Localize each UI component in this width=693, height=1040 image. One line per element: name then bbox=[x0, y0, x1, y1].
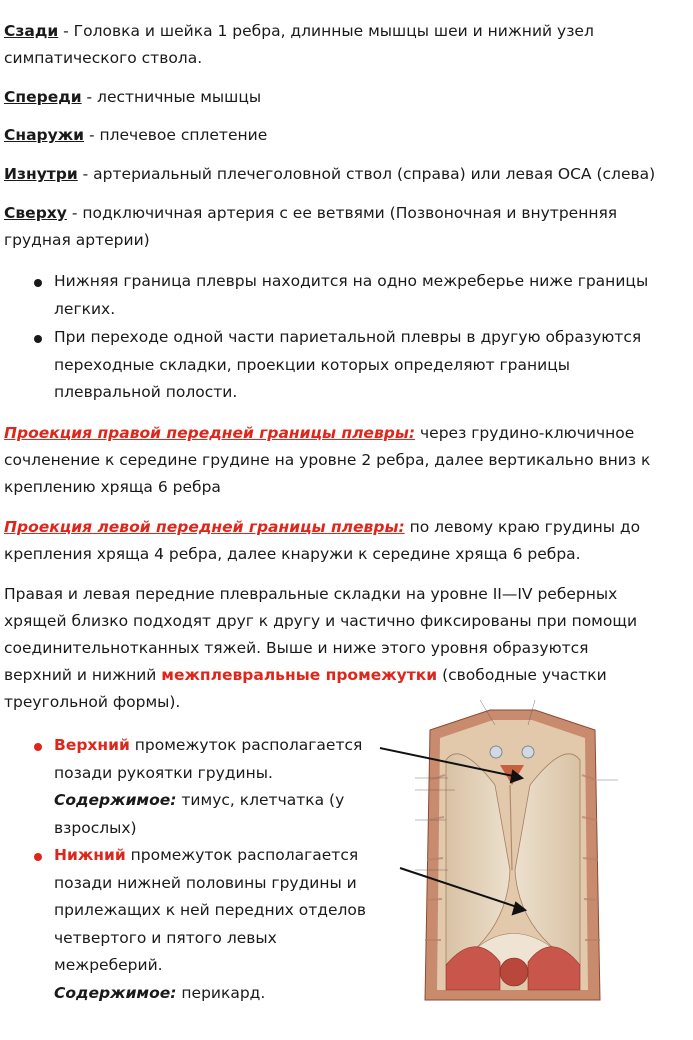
term-superior: Сверху bbox=[4, 204, 67, 222]
upper-content-label: Содержимое: bbox=[54, 791, 177, 809]
bullet-2-line-1: При переходе одной части париетальной плевры в другую образуются bbox=[54, 328, 642, 346]
upper-text-1: промежуток располагается bbox=[129, 736, 363, 754]
term-lateral: Снаружи bbox=[4, 126, 85, 144]
upper-text-2: позади рукоятки грудины. bbox=[54, 763, 273, 782]
posterior-border bbox=[4, 18, 594, 72]
lateral-text: - плечевое сплетение bbox=[84, 126, 268, 144]
term-posterior: Сзади bbox=[4, 22, 59, 40]
bullet-dot bbox=[34, 743, 42, 751]
interpleural-spaces-term: межплевральные промежутки bbox=[161, 666, 438, 684]
left-projection-text-1: по левому краю грудины до bbox=[404, 518, 641, 536]
superior-text-1: - подключичная артерия с ее ветвями (Позвоночная и внутренняя bbox=[66, 204, 618, 222]
bullet-2-line-3: плевральной полости. bbox=[54, 383, 238, 401]
lower-text-2: позади нижней половины грудины и bbox=[54, 873, 357, 892]
anatomy-thorax-illustration bbox=[360, 690, 660, 1008]
bullet-dot bbox=[34, 279, 42, 287]
right-projection-title: Проекция правой передней границы плевры: bbox=[4, 424, 416, 442]
lower-content-1: перикард. bbox=[176, 983, 266, 1002]
bullet-transition-folds bbox=[54, 324, 641, 407]
bullet-1-line-2: легких. bbox=[54, 299, 116, 318]
bullet-1-line-1: Нижняя граница плевры находится на одно межреберье ниже границы bbox=[54, 272, 649, 290]
bullet-dot bbox=[34, 335, 42, 343]
folds-line-5: треугольной формы). bbox=[4, 693, 181, 711]
right-projection-text-2: сочленение к середине грудине на уровне 2 ребра, далее вертикально вниз к bbox=[4, 451, 651, 469]
folds-line-4-end: (свободные участки bbox=[437, 666, 607, 684]
lower-space-item bbox=[54, 842, 366, 1007]
upper-content-1: тимус, клетчатка (у bbox=[176, 791, 345, 809]
lateral-border bbox=[4, 122, 267, 149]
medial-border bbox=[4, 161, 655, 188]
right-projection bbox=[4, 420, 650, 501]
folds-line-4-start: верхний и нижний bbox=[4, 666, 162, 684]
term-medial: Изнутри bbox=[4, 165, 78, 183]
upper-content-2: взрослых) bbox=[54, 818, 137, 837]
folds-line-3: соединительнотканных тяжей. Выше и ниже этого уровня образуются bbox=[4, 639, 589, 657]
superior-border bbox=[4, 200, 617, 254]
bullet-dot bbox=[34, 853, 42, 861]
folds-line-1: Правая и левая передние плевральные складки на уровне II—IV реберных bbox=[4, 585, 618, 603]
posterior-text-1: - Головка и шейка 1 ребра, длинные мышцы шеи и нижний узел bbox=[58, 22, 594, 40]
lower-text-3: прилежащих к ней передних отделов bbox=[54, 901, 367, 919]
anterior-border bbox=[4, 84, 261, 111]
folds-line-2: хрящей близко подходят друг к другу и частично фиксированы при помощи bbox=[4, 612, 638, 630]
superior-text-2: грудная артерии) bbox=[4, 231, 150, 249]
left-projection bbox=[4, 514, 640, 568]
lower-text-4: четвертого и пятого левых bbox=[54, 928, 277, 947]
upper-space-item bbox=[54, 732, 362, 842]
lower-space-term: Нижний bbox=[54, 846, 126, 864]
posterior-text-2: симпатического ствола. bbox=[4, 49, 203, 67]
bullet-2-line-2: переходные складки, проекции которых определяют границы bbox=[54, 355, 571, 374]
lower-text-5: межреберий. bbox=[54, 956, 163, 974]
right-projection-text-1: через грудино-ключичное bbox=[415, 424, 635, 442]
upper-space-term: Верхний bbox=[54, 736, 130, 754]
bullet-lower-border bbox=[54, 268, 648, 323]
anterior-text: - лестничные мышцы bbox=[81, 88, 262, 106]
lower-text-1: промежуток располагается bbox=[125, 846, 359, 864]
lower-content-label: Содержимое: bbox=[54, 983, 177, 1002]
right-projection-text-3: креплению хряща 6 ребра bbox=[4, 478, 221, 496]
term-anterior: Спереди bbox=[4, 88, 82, 106]
left-projection-text-2: крепления хряща 4 ребра, далее кнаружи к середине хряща 6 ребра. bbox=[4, 545, 581, 563]
medial-text: - артериальный плечеголовной ствол (справа) или левая ОСА (слева) bbox=[77, 165, 656, 183]
left-projection-title: Проекция левой передней границы плевры: bbox=[4, 518, 405, 536]
